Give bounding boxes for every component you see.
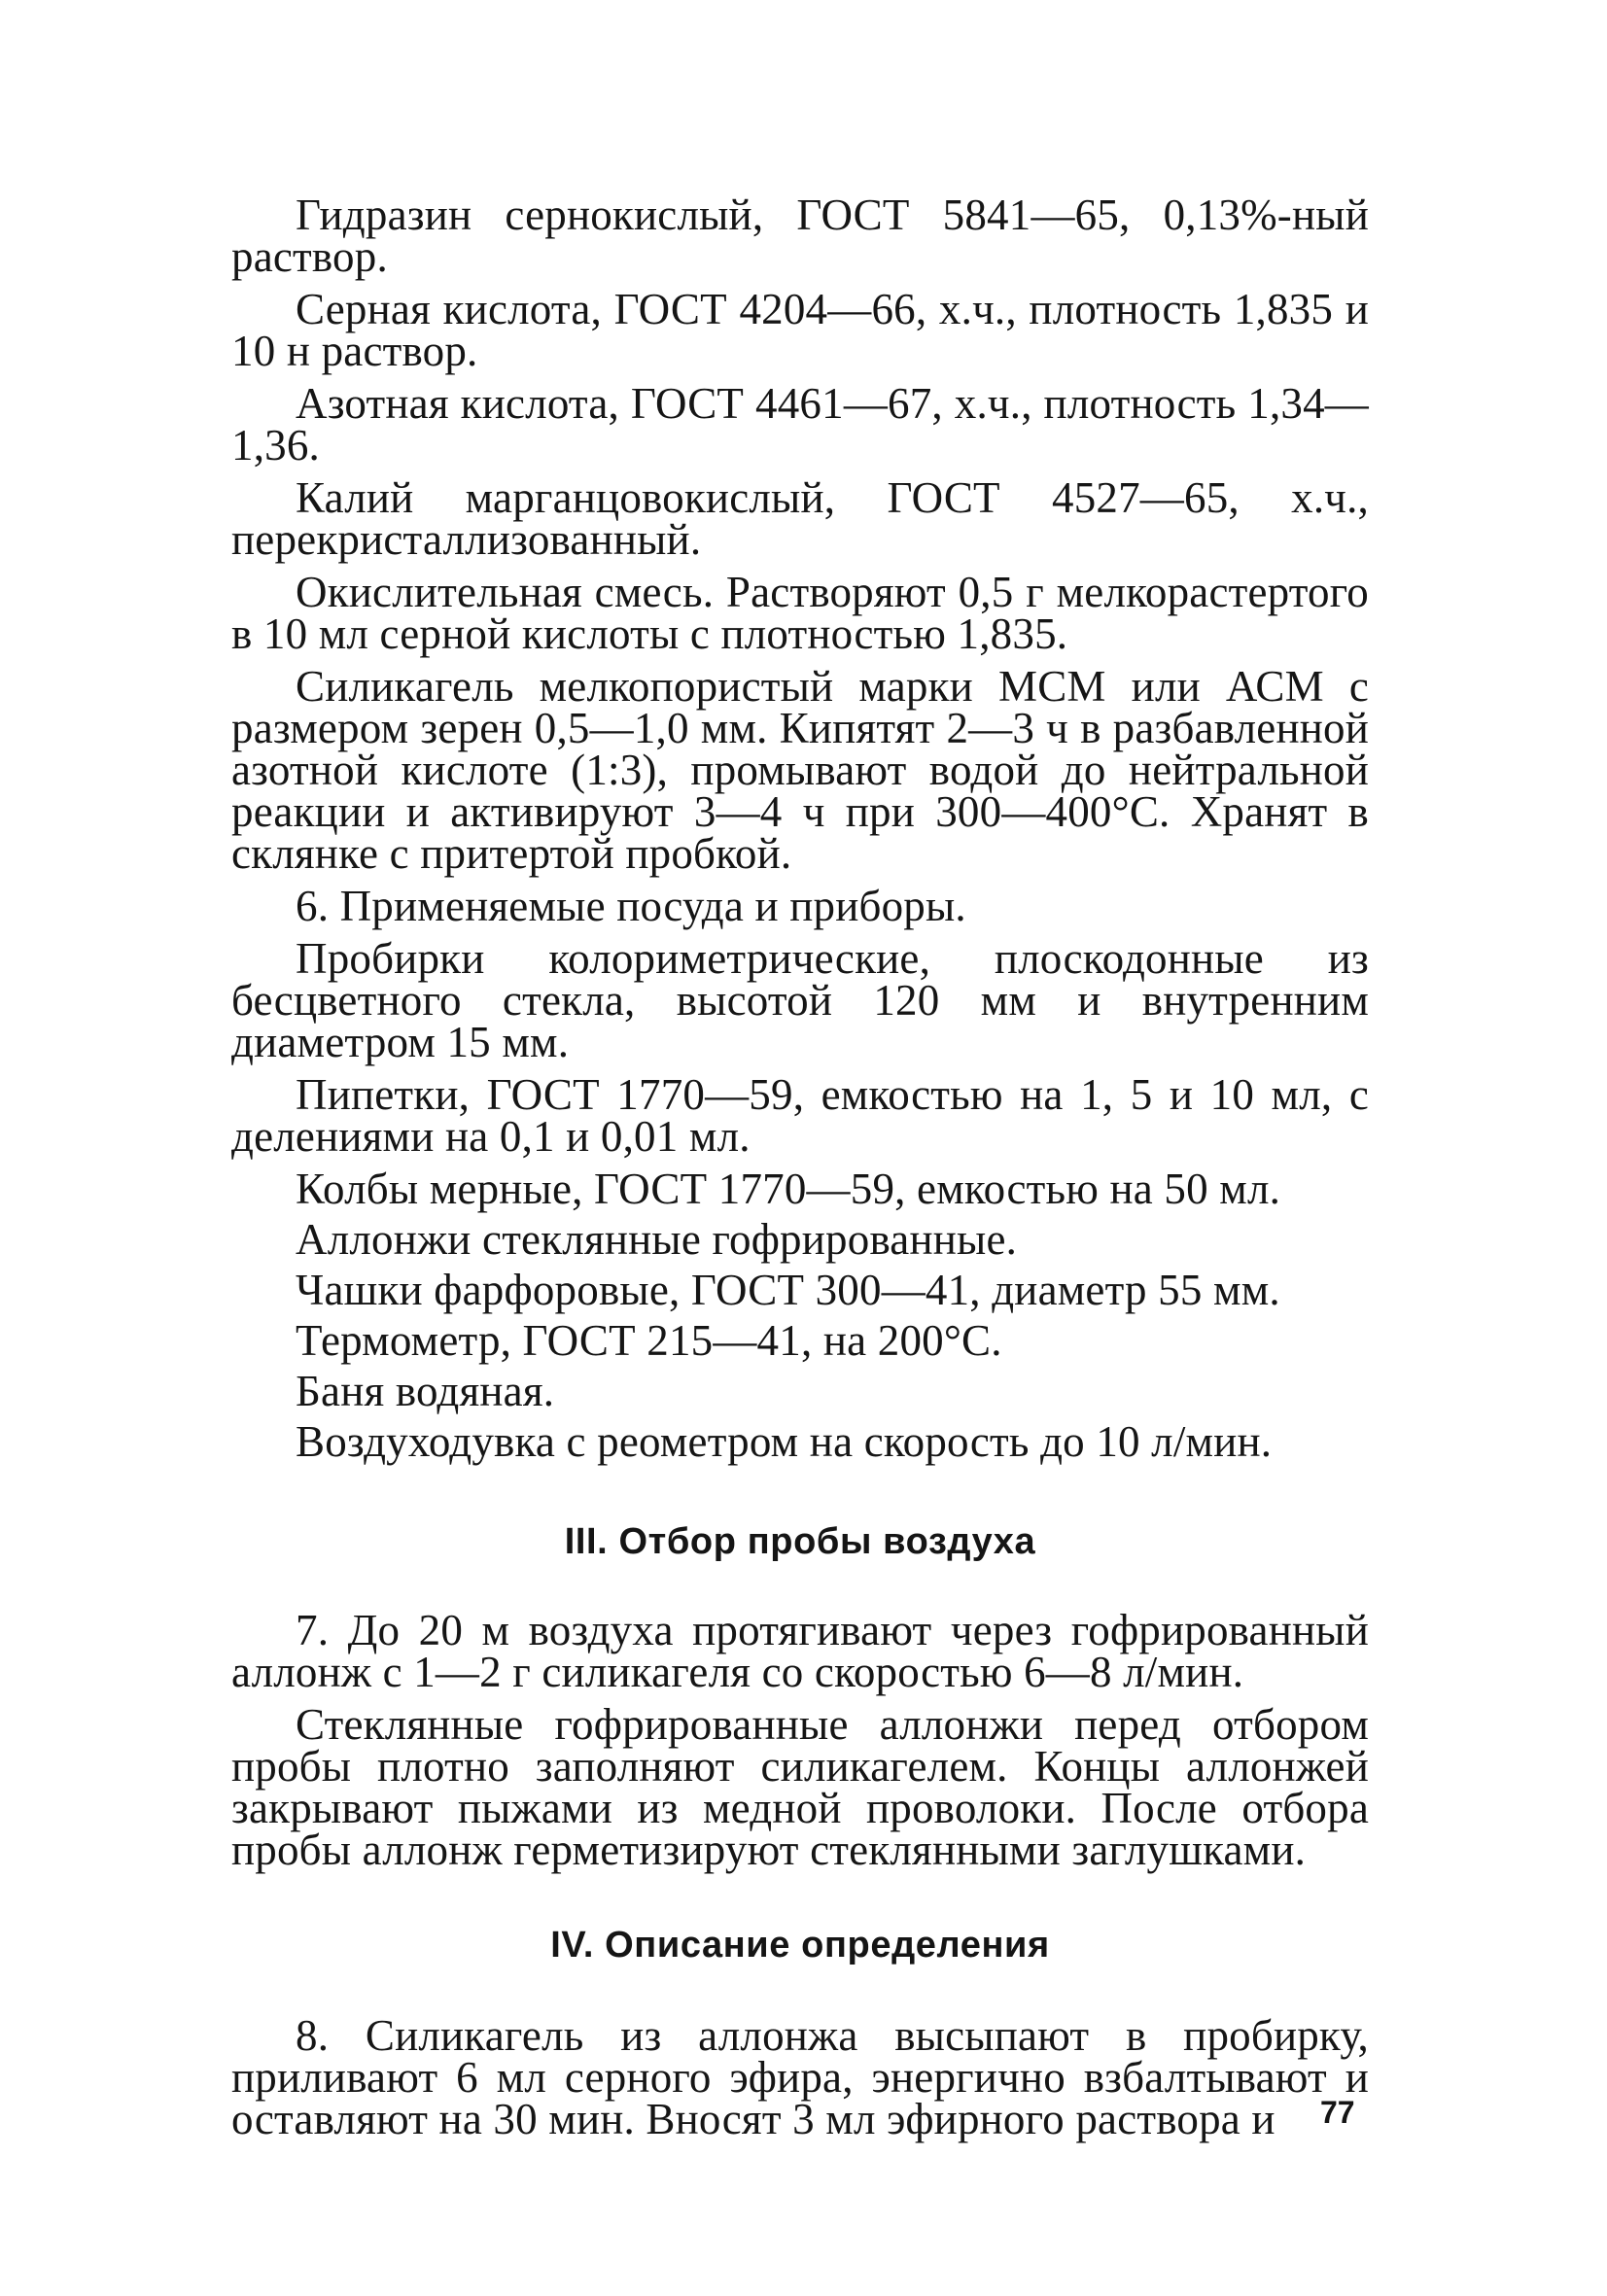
paragraph-test-tubes: Пробирки колориметрические, плоскодонные из бесцветного стекла, высотой 120 мм и внутренним диаметром 15 мм. (231, 934, 1369, 1066)
paragraph-allonges: Аллонжи стеклянные гофрированные. (296, 1215, 1018, 1264)
paragraph-equipment-heading: 6. Применяемые посуда и приборы. (296, 882, 966, 930)
paragraph-silica-gel: Силикагель мелкопористый марки МСМ или АСМ с размером зерен 0,5—1,0 мм. Кипятят 2—3 ч в разбавленной азотной кислоте (1:3), промывают водой до нейтральной реакции и активируют 3—4 ч при 300—400°С. Хранят в склянке с притертой пробкой. (231, 662, 1369, 878)
page-content (231, 191, 1369, 2151)
paragraph-flasks: Колбы мерные, ГОСТ 1770—59, емкостью на 50 мл. (296, 1165, 1281, 1213)
paragraph-sampling-procedure: 7. До 20 м воздуха протягивают через гофрированный аллонж с 1—2 г силикагеля со скоростью 6—8 л/мин. (231, 1606, 1369, 1696)
paragraph-water-bath: Баня водяная. (296, 1367, 555, 1415)
paragraph-pipettes: Пипетки, ГОСТ 1770—59, емкостью на 1, 5 и 10 мл, с делениями на 0,1 и 0,01 мл. (231, 1070, 1369, 1161)
paragraph-hydrazine: Гидразин сернокислый, ГОСТ 5841—65, 0,13%-ный раствор. (231, 191, 1369, 281)
paragraph-potassium-permanganate: Калий марганцовокислый, ГОСТ 4527—65, х.ч., перекристаллизованный. (231, 473, 1369, 564)
paragraph-porcelain-dishes: Чашки фарфоровые, ГОСТ 300—41, диаметр 55 мм. (296, 1266, 1280, 1314)
section-heading-determination: IV. Описание определения (550, 1925, 1050, 1966)
paragraph-oxidizing-mixture: Окислительная смесь. Растворяют 0,5 г мелкорастертого в 10 мл серной кислоты с плотностью 1,835. (231, 568, 1369, 658)
paragraph-thermometer: Термометр, ГОСТ 215—41, на 200°С. (296, 1316, 1002, 1365)
paragraph-sulfuric-acid: Серная кислота, ГОСТ 4204—66, х.ч., плотность 1,835 и 10 н раствор. (231, 285, 1369, 375)
page-number: 77 (1320, 2095, 1355, 2130)
paragraph-allonge-preparation: Стеклянные гофрированные аллонжи перед отбором пробы плотно заполняют силикагелем. Концы аллонжей закрывают пыжами из медной проволоки. После отбора пробы аллонж герметизируют стеклянными заглушками. (231, 1700, 1369, 1874)
paragraph-determination-procedure: 8. Силикагель из аллонжа высыпают в пробирку, приливают 6 мл серного эфира, энергично взбалтывают и оставляют на 30 мин. Вносят 3 мл эфирного раствора и (231, 2011, 1369, 2143)
section-heading-air-sampling: III. Отбор пробы воздуха (564, 1521, 1036, 1562)
paragraph-air-blower: Воздуходувка с реометром на скорость до 10 л/мин. (296, 1417, 1273, 1466)
paragraph-nitric-acid: Азотная кислота, ГОСТ 4461—67, х.ч., плотность 1,34—1,36. (231, 379, 1369, 470)
